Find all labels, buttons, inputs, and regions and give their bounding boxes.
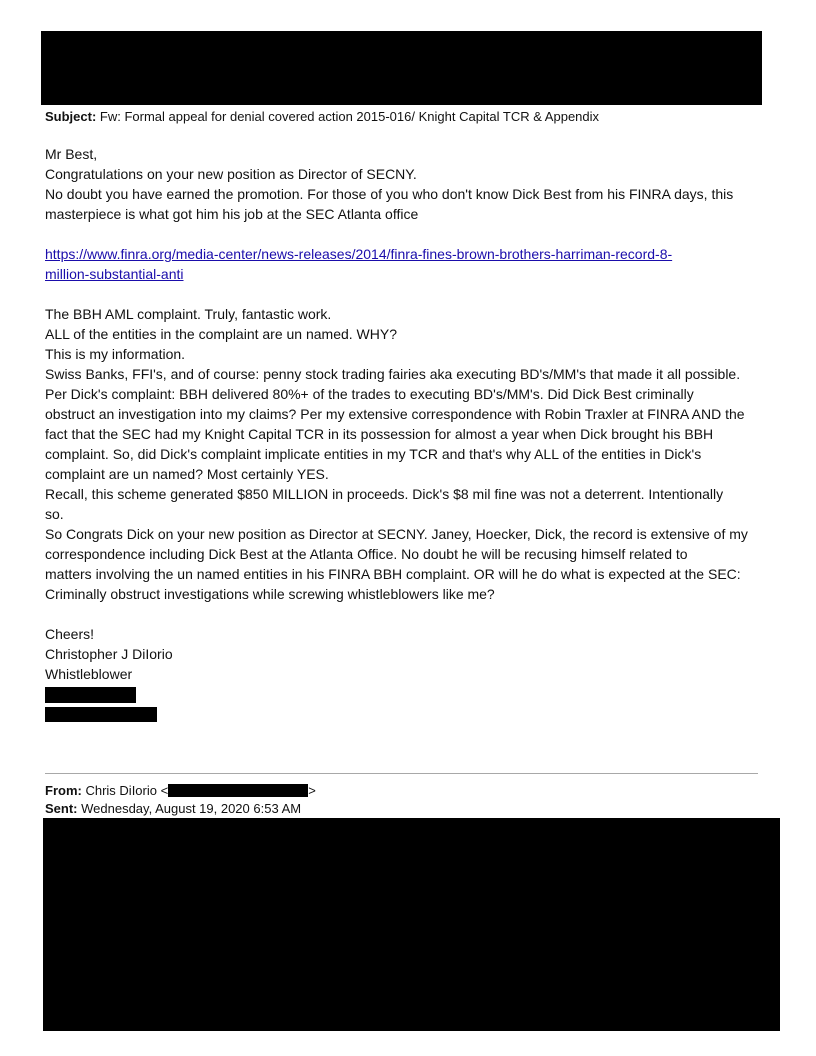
paragraph-line: This is my information. bbox=[45, 346, 186, 362]
finra-news-link[interactable] bbox=[45, 244, 672, 264]
from-close: > bbox=[308, 783, 316, 798]
paragraph-line: fact that the SEC had my Knight Capital TCR in its possession for almost a year when Dick brought his BBH bbox=[45, 426, 714, 442]
redaction-signature-1 bbox=[45, 687, 136, 703]
redaction-block-bottom bbox=[43, 818, 780, 1031]
from-name: Chris DiIorio < bbox=[85, 783, 169, 798]
paragraph-line: correspondence including Dick Best at the Atlanta Office. No doubt he will be recusing himself related to bbox=[45, 546, 688, 562]
paragraph-line: Criminally obstruct investigations while screwing whistleblowers like me? bbox=[45, 586, 495, 602]
paragraph-line: So Congrats Dick on your new position as Director at SECNY. Janey, Hoecker, Dick, the record is extensive of my bbox=[45, 526, 748, 542]
from-label: From: bbox=[45, 783, 82, 798]
redaction-signature-2 bbox=[45, 707, 157, 722]
sender-role: Whistleblower bbox=[45, 666, 133, 682]
finra-news-link-line-2[interactable]: million-substantial-anti bbox=[45, 266, 184, 282]
email-subject bbox=[45, 108, 599, 125]
paragraph-line: so. bbox=[45, 506, 64, 522]
forwarded-from bbox=[45, 782, 316, 799]
sender-name: Christopher J DiIorio bbox=[45, 646, 173, 662]
paragraph-line: ALL of the entities in the complaint are un named. WHY? bbox=[45, 326, 398, 342]
greeting: Mr Best, bbox=[45, 146, 98, 162]
paragraph-line: Recall, this scheme generated $850 MILLION in proceeds. Dick's $8 mil fine was not a deterrent. Intentionally bbox=[45, 486, 724, 502]
paragraph-line: Swiss Banks, FFI's, and of course: penny stock trading fairies aka executing BD's/MM's that made it all possible. bbox=[45, 366, 741, 382]
redaction-block-top bbox=[41, 31, 762, 105]
paragraph-line: matters involving the un named entities in his FINRA BBH complaint. OR will he do what is expected at the SEC: bbox=[45, 566, 741, 582]
finra-news-link-line-1[interactable]: https://www.finra.org/media-center/news-releases/2014/finra-fines-brown-brothers-harriman-record-8- bbox=[45, 246, 673, 262]
forward-divider bbox=[45, 773, 758, 774]
signoff: Cheers! bbox=[45, 626, 95, 642]
subject-label: Subject: bbox=[45, 109, 97, 124]
redaction-email-address bbox=[168, 784, 308, 797]
paragraph-line: Per Dick's complaint: BBH delivered 80%+ of the trades to executing BD's/MM's. Did Dick Best criminally bbox=[45, 386, 694, 402]
sent-label: Sent: bbox=[45, 801, 78, 816]
finra-news-link-continued[interactable] bbox=[45, 264, 184, 284]
paragraph-line: The BBH AML complaint. Truly, fantastic work. bbox=[45, 306, 332, 322]
paragraph-line: masterpiece is what got him his job at the SEC Atlanta office bbox=[45, 206, 419, 222]
sent-date: Wednesday, August 19, 2020 6:53 AM bbox=[81, 801, 302, 816]
subject-text: Fw: Formal appeal for denial covered action 2015-016/ Knight Capital TCR & Appendix bbox=[99, 109, 600, 124]
paragraph-line: complaint are un named? Most certainly YES. bbox=[45, 466, 329, 482]
paragraph-line: obstruct an investigation into my claims? Per my extensive correspondence with Robin Traxler at FINRA AND the bbox=[45, 406, 745, 422]
paragraph-line: complaint. So, did Dick's complaint implicate entities in my TCR and that's why ALL of the entities in Dick's bbox=[45, 446, 702, 462]
forwarded-sent bbox=[45, 800, 301, 817]
paragraph-line: Congratulations on your new position as Director of SECNY. bbox=[45, 166, 417, 182]
paragraph-line: No doubt you have earned the promotion. For those of you who don't know Dick Best from his FINRA days, this bbox=[45, 186, 734, 202]
